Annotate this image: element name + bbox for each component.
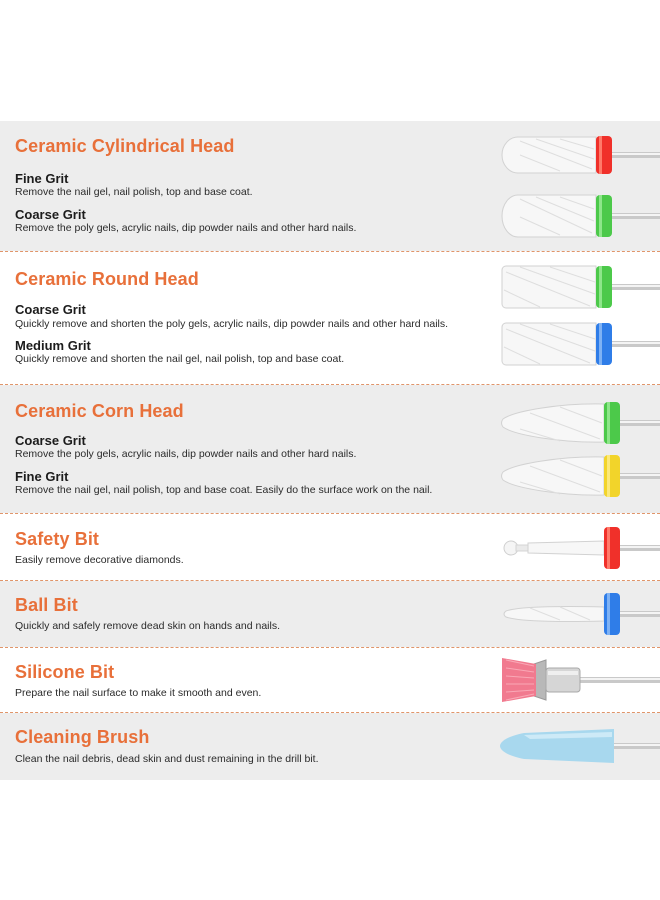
grit-name: Fine Grit: [15, 171, 69, 186]
section-title: Cleaning Brush: [15, 727, 150, 747]
section-silicone-bit: [0, 648, 660, 712]
section-title: Ceramic Corn Head: [15, 401, 184, 421]
grit-name: Coarse Grit: [15, 302, 86, 317]
section-title: Ceramic Cylindrical Head: [15, 136, 235, 156]
section-title: Silicone Bit: [15, 662, 115, 682]
grit-description: Remove the poly gels, acrylic nails, dip powder nails and other hard nails.: [15, 448, 357, 460]
product-info-panel: [0, 121, 660, 780]
grit-name: Coarse Grit: [15, 433, 86, 448]
grit-name: Coarse Grit: [15, 207, 86, 222]
section-title: Ceramic Round Head: [15, 269, 199, 289]
silicone-brush-bit-icon: [500, 654, 660, 706]
ceramic-cylinder-bit-icon: [500, 193, 660, 239]
ceramic-corn-bit-icon: [500, 454, 660, 498]
section-description: Prepare the nail surface to make it smooth and even.: [15, 687, 262, 699]
ball-bit-icon: [500, 592, 660, 636]
ceramic-round-bit-icon: [500, 321, 660, 367]
section-safety-bit: [0, 514, 660, 580]
section-description: Clean the nail debris, dead skin and dust remaining in the drill bit.: [15, 753, 319, 765]
ceramic-corn-bit-icon: [500, 401, 660, 445]
cleaning-brush-icon: [500, 723, 660, 769]
grit-description: Remove the nail gel, nail polish, top and base coat.: [15, 186, 253, 198]
grit-description: Quickly remove and shorten the nail gel, nail polish, top and base coat.: [15, 353, 345, 365]
ceramic-cylinder-bit-icon: [500, 135, 660, 175]
section-ceramic-cylindrical-head: [0, 121, 660, 251]
safety-bit-icon: [500, 526, 660, 570]
section-description: Easily remove decorative diamonds.: [15, 554, 184, 566]
section-cleaning-brush: [0, 713, 660, 780]
grit-description: Remove the nail gel, nail polish, top and base coat. Easily do the surface work on the nail.: [15, 484, 433, 496]
section-ceramic-round-head: [0, 252, 660, 384]
grit-name: Medium Grit: [15, 338, 91, 353]
section-description: Quickly and safely remove dead skin on hands and nails.: [15, 620, 280, 632]
section-title: Safety Bit: [15, 529, 100, 549]
grit-description: Quickly remove and shorten the poly gels, acrylic nails, dip powder nails and other hard nails.: [15, 318, 449, 330]
section-title: Ball Bit: [15, 595, 78, 615]
grit-description: Remove the poly gels, acrylic nails, dip powder nails and other hard nails.: [15, 222, 357, 234]
section-ball-bit: [0, 581, 660, 647]
section-ceramic-corn-head: [0, 385, 660, 513]
grit-name: Fine Grit: [15, 469, 69, 484]
ceramic-round-bit-icon: [500, 264, 660, 310]
